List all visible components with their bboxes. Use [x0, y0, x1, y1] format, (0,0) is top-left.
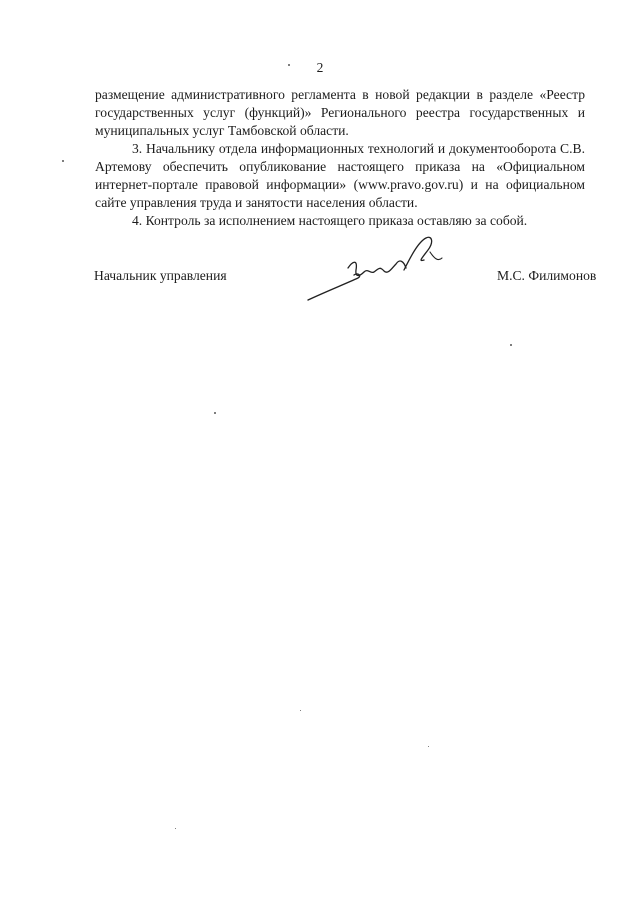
scan-speck — [300, 710, 301, 711]
scan-speck — [175, 828, 176, 829]
scan-speck — [214, 412, 216, 414]
signatory-position: Начальник управления — [94, 268, 227, 283]
scan-speck — [62, 160, 64, 162]
signature-block — [0, 268, 640, 308]
scan-speck — [428, 746, 429, 747]
page-number: 2 — [316, 60, 324, 75]
paragraph-placement: размещение административного регламента в новой редакции в разделе «Реестр государственных услуг (функций)» Регионального реестра государственных и муниципальных услуг Тамбовской области. — [95, 87, 585, 138]
paragraph-control: 4. Контроль за исполнением настоящего приказа оставляю за собой. — [132, 213, 528, 228]
scan-speck — [510, 344, 512, 346]
scan-speck — [288, 64, 290, 66]
document-body — [95, 86, 585, 230]
signatory-name: М.С. Филимонов — [497, 268, 597, 283]
paragraph-publication: 3. Начальнику отдела информационных технологий и документооборота С.В. Артемову обеспечить опубликование настоящего приказа на «Официальном интернет-портале правовой информации» (www.pravo.gov.ru) и на официальном сайте управления труда и занятости населения области. — [95, 141, 585, 210]
